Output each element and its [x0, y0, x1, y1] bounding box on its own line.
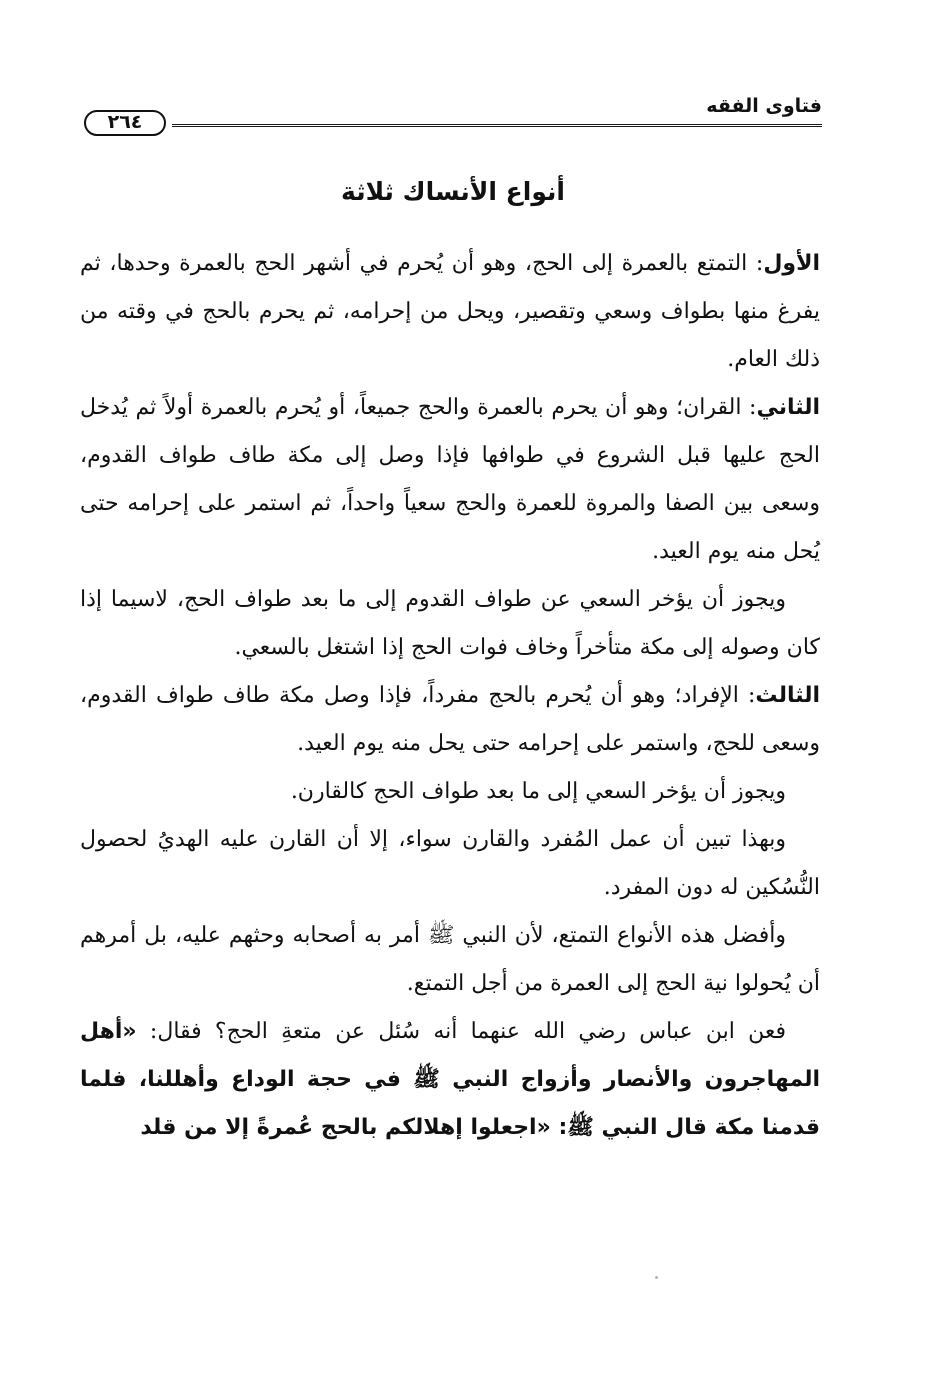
paragraph-text: ويجوز أن يؤخر السعي عن طواف القدوم إلى ما بعد طواف الحج، لاسيما إذا كان وصوله إلى مكة متأخراً وخاف فوات الحج إذا اشتغل بالسعي.: [80, 587, 820, 660]
paragraph-hadith: [80, 1008, 820, 1152]
book-title: فتاوى الفقه: [706, 95, 822, 117]
page-number: ٢٦٤: [84, 110, 166, 136]
body-text: [80, 240, 820, 1152]
paragraph-text: وأفضل هذه الأنواع التمتع، لأن النبي ﷺ أمر به أصحابه وحثهم عليه، بل أمرهم أن يُحولوا نية الحج إلى العمرة من أجل التمتع.: [80, 923, 820, 996]
paragraph-text: : التمتع بالعمرة إلى الحج، وهو أن يُحرم في أشهر الحج بالعمرة وحدها، ثم يفرغ منها بطواف وسعي وتقصير، ويحل من إحرامه، ثم يحرم بالحج في وقته من ذلك العام.: [80, 251, 820, 372]
paragraph-text: ويجوز أن يؤخر السعي إلى ما بعد طواف الحج كالقارن.: [290, 779, 786, 804]
paragraph-second-type: [80, 384, 820, 576]
paragraph-lead: الثالث: [755, 683, 820, 708]
paragraph-lead: الأول: [763, 251, 820, 276]
running-header: [84, 94, 822, 142]
paragraph-text: : الإفراد؛ وهو أن يُحرم بالحج مفرداً، فإذا وصل مكة طاف طواف القدوم، وسعى للحج، واستمر على إحرامه حتى يحل منه يوم العيد.: [80, 683, 820, 756]
hadith-quote: «أهل المهاجرون والأنصار وأزواج النبي ﷺ في حجة الوداع وأهللنا، فلما قدمنا مكة قال النبي ﷺ: «اجعلوا إهلالكم بالحج عُمرةً إلا من قلد: [80, 1019, 820, 1140]
paragraph-text: : القران؛ وهو أن يحرم بالعمرة والحج جميعاً، أو يُحرم بالعمرة أولاً ثم يُدخل الحج عليها قبل الشروع في طوافها فإذا وصل إلى مكة طاف طواف القدوم، وسعى بين الصفا والمروة للعمرة والحج سعياً واحداً، ثم استمر على إحرامه حتى يُحل منه يوم العيد.: [80, 395, 820, 564]
header-rule: [172, 124, 822, 127]
paragraph-sai-delay: [80, 576, 820, 672]
paragraph-best-type: [80, 912, 820, 1008]
paragraph-third-type: [80, 672, 820, 768]
paragraph-ifrad-delay: [80, 768, 820, 816]
section-title: أنواع الأنساك ثلاثة: [341, 177, 565, 206]
paragraph-comparison: [80, 816, 820, 912]
paragraph-first-type: [80, 240, 820, 384]
scan-speck: [655, 1276, 658, 1279]
paragraph-lead: الثاني: [756, 395, 820, 420]
paragraph-text: فعن ابن عباس رضي الله عنهما أنه سُئل عن متعةِ الحج؟ فقال:: [136, 1019, 786, 1044]
paragraph-text: وبهذا تبين أن عمل المُفرد والقارن سواء، إلا أن القارن عليه الهديُ لحصول النُّسُكين له دون المفرد.: [80, 827, 820, 900]
